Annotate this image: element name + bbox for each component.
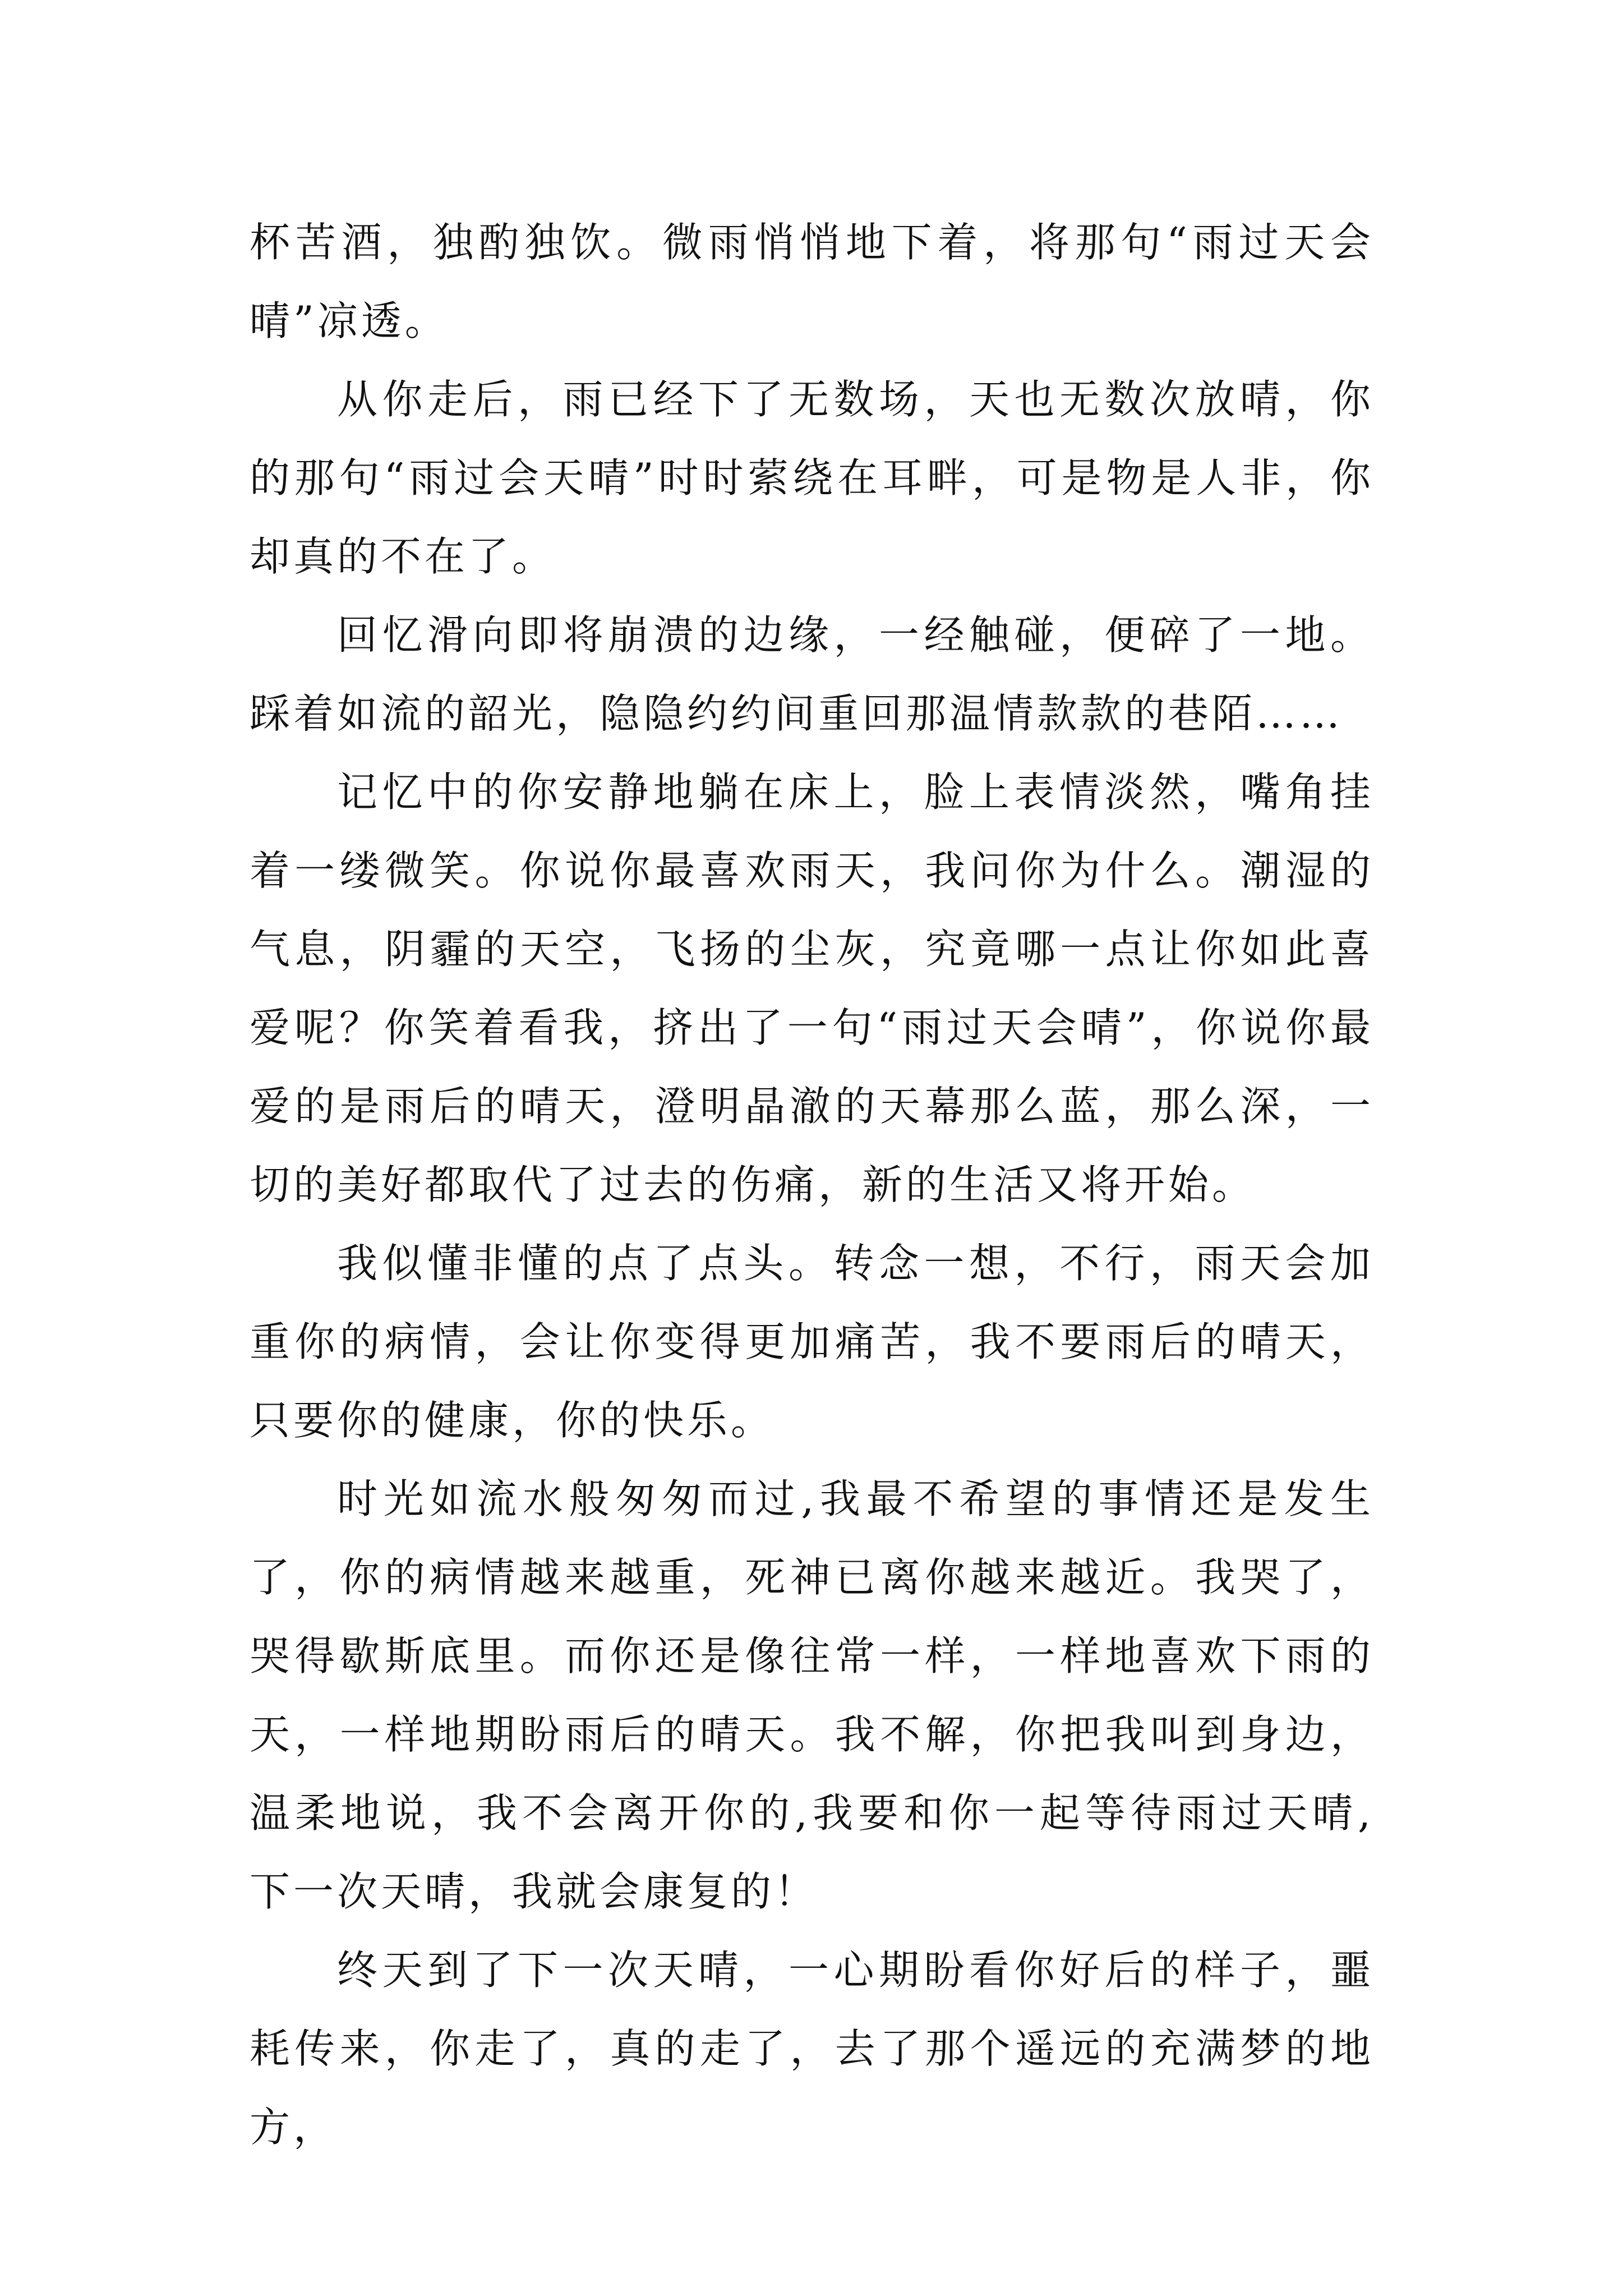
paragraph-5: 我似懂非懂的点了点头。转念一想，不行，雨天会加重你的病情，会让你变得更加痛苦，我不要雨后的晴天，只要你的健康，你的快乐。 — [250, 1240, 1374, 1444]
paragraph-3: 回忆滑向即将崩溃的边缘，一经触碰，便碎了一地。踩着如流的韶光，隐隐约约间重回那温情款款的巷陌…… — [250, 611, 1374, 737]
paragraph-1: 杯苦酒，独酌独饮。微雨悄悄地下着，将那句“雨过天会晴”凉透。 — [250, 219, 1374, 344]
paragraph-2: 从你走后，雨已经下了无数场，天也无数次放晴，你的那句“雨过会天晴”时时萦绕在耳畔，可是物是人非，你却真的不在了。 — [250, 376, 1374, 580]
paragraph-6: 时光如流水般匆匆而过,我最不希望的事情还是发生了，你的病情越来越重，死神已离你越来越近。我哭了，哭得歇斯底里。而你还是像往常一样，一样地喜欢下雨的天，一样地期盼雨后的晴天。我不解，你把我叫到身边，温柔地说，我不会离开你的,我要和你一起等待雨过天晴,下一次天晴，我就会康复的！ — [250, 1475, 1374, 1915]
document-body — [250, 203, 1374, 2166]
paragraph-7: 终天到了下一次天晴，一心期盼看你好后的样子，噩耗传来，你走了，真的走了，去了那个遥远的充满梦的地方， — [250, 1947, 1374, 2151]
paragraph-4: 记忆中的你安静地躺在床上，脸上表情淡然，嘴角挂着一缕微笑。你说你最喜欢雨天，我问你为什么。潮湿的气息，阴霾的天空，飞扬的尘灰，究竟哪一点让你如此喜爱呢？你笑着看我，挤出了一句“雨过天会晴”，你说你最爱的是雨后的晴天，澄明晶澈的天幕那么蓝，那么深，一切的美好都取代了过去的伤痛，新的生活又将开始。 — [250, 769, 1374, 1208]
